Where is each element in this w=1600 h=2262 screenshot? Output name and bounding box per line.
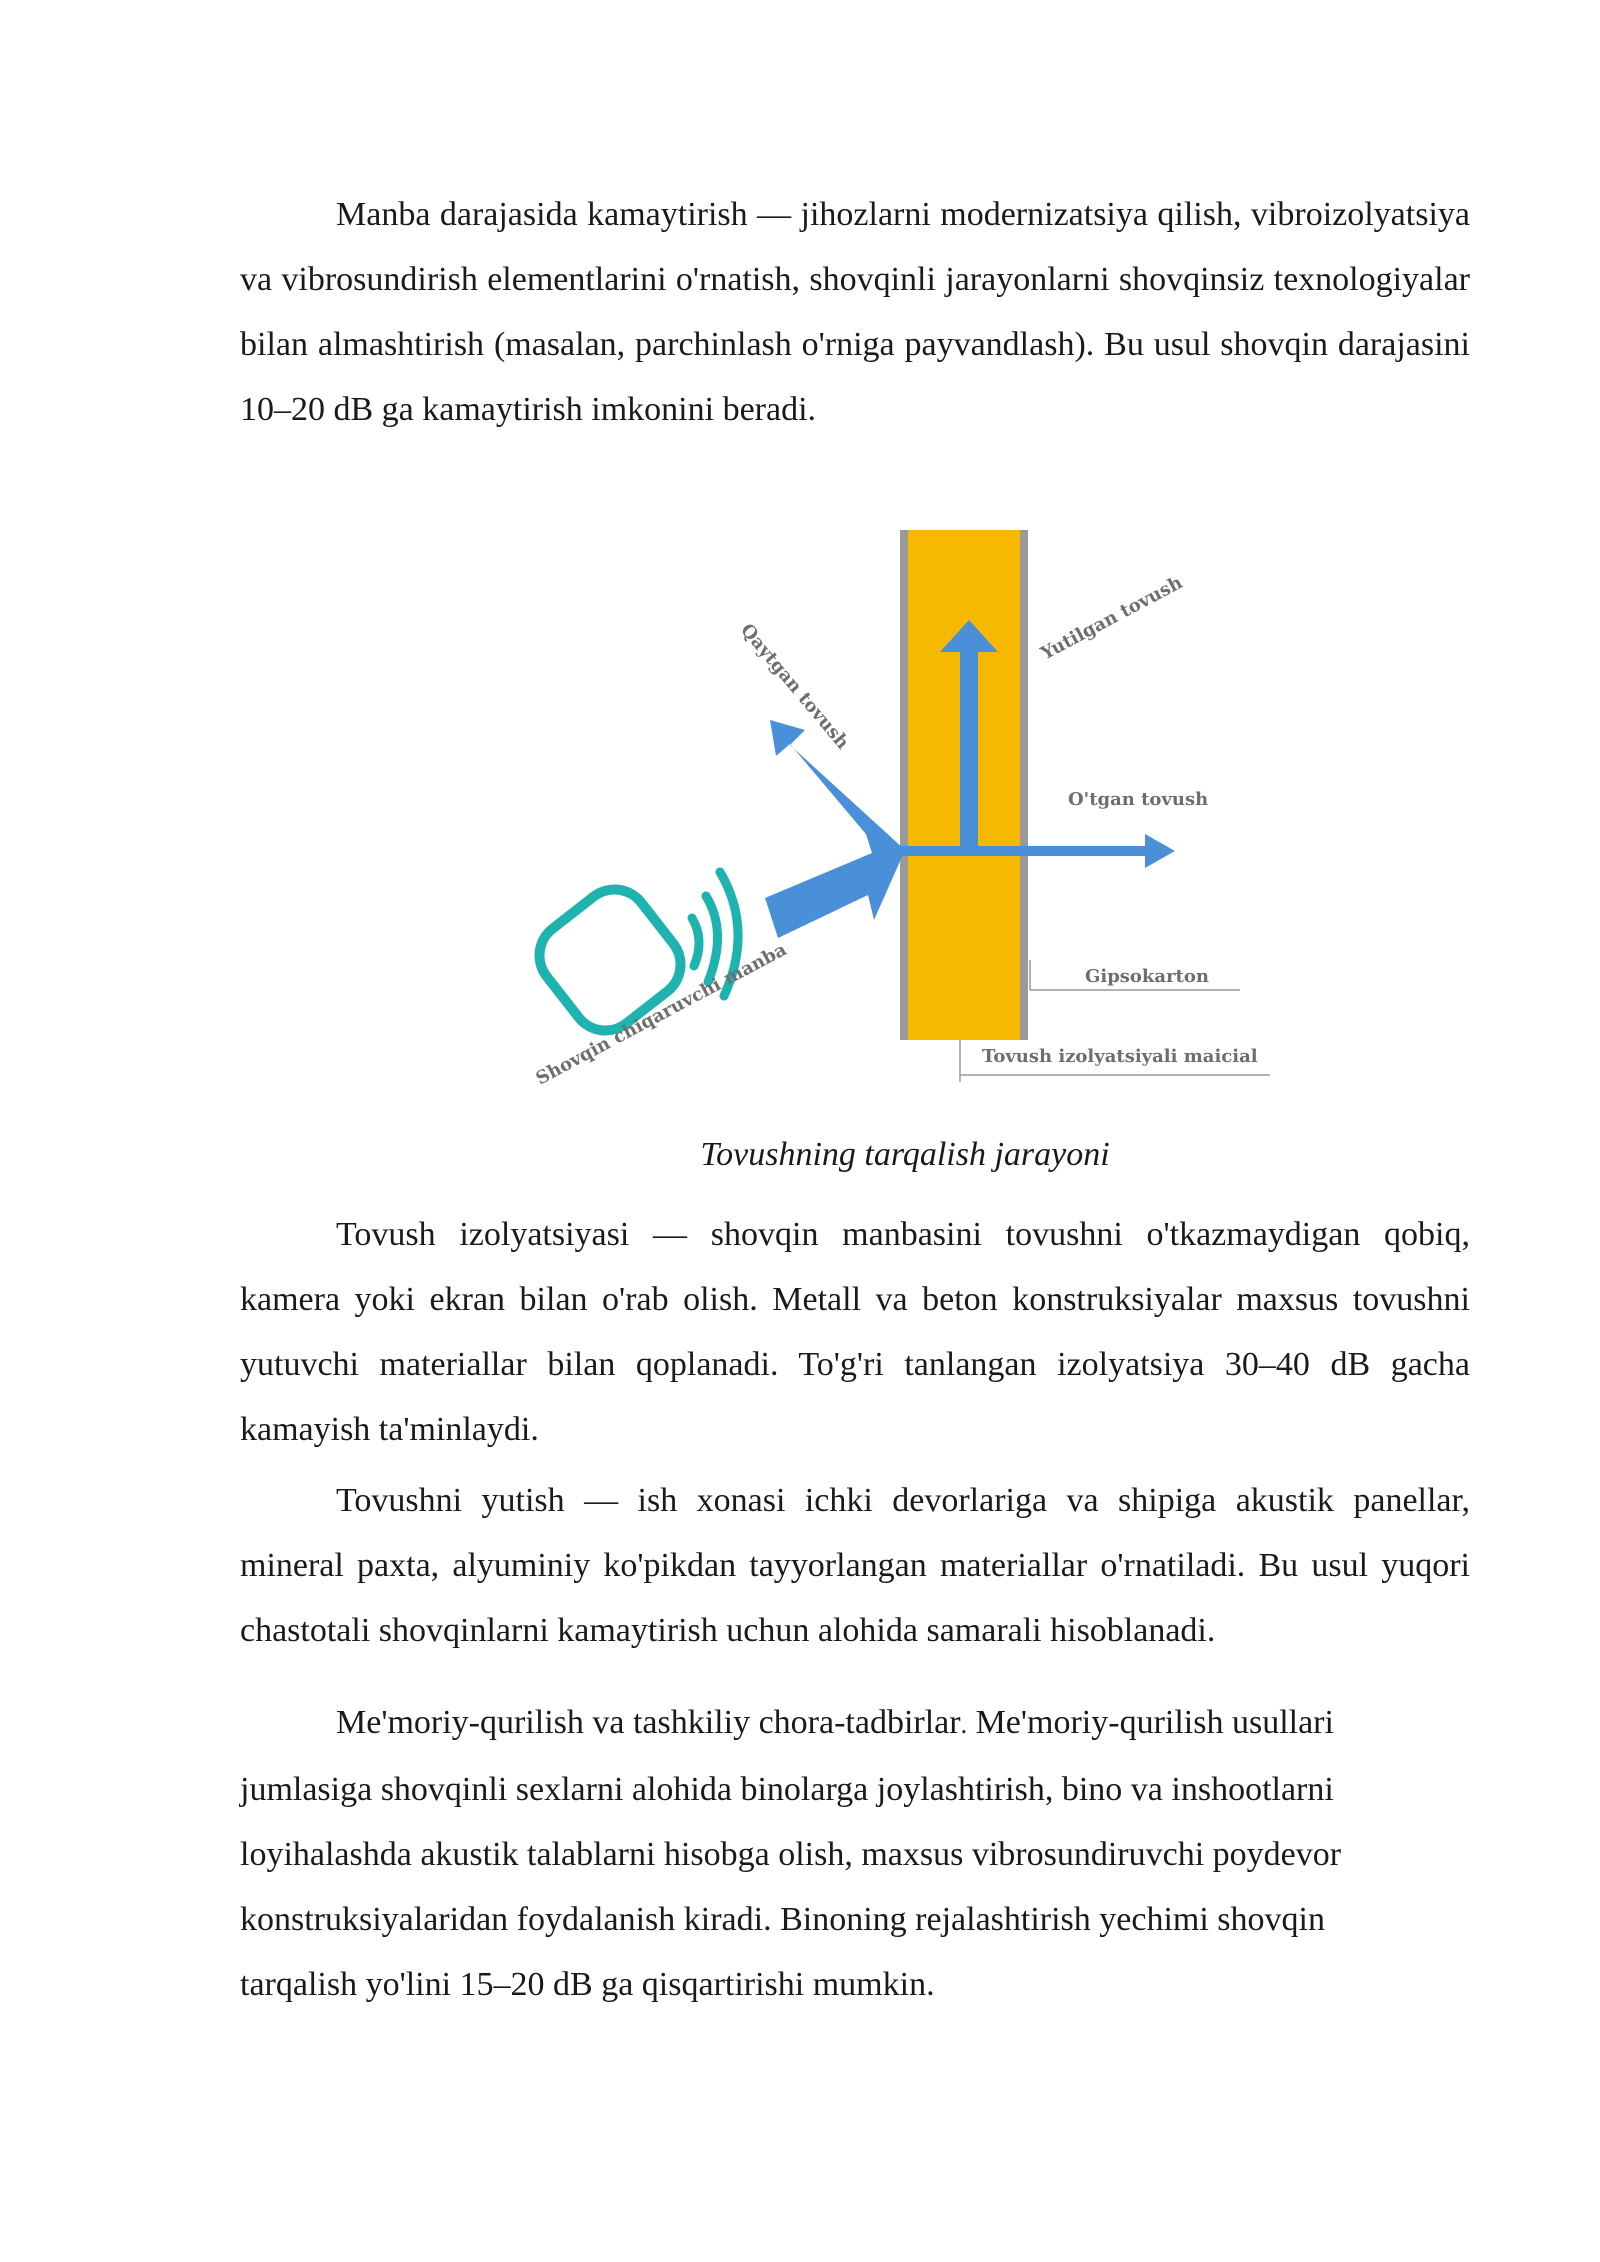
drywall-left: [900, 530, 908, 1040]
label-absorbed: Yutilgan tovush: [1037, 572, 1187, 665]
paragraph-sound-absorption: Tovushni yutish — ish xonasi ichki devorlariga va shipiga akustik panellar, mineral paxta, alyuminiy ko'pikdan tayyorlangan materiallar o'rnatiladi. Bu usul yuqori chastotali shovqinlarni kamaytirish uchun alohida samarali hisoblanadi.: [240, 1482, 1470, 1649]
paragraph-heading: Me'moriy-qurilish va tashkiliy chora-tadbirlar: [336, 1704, 961, 1741]
drywall-right: [1020, 530, 1028, 1040]
sound-propagation-figure: [520, 520, 1300, 1100]
label-reflected: Qaytgan tovush: [736, 619, 854, 754]
figure-caption: Tovushning tarqalish jarayoni: [700, 1136, 1110, 1173]
label-drywall: Gipsokarton: [1085, 966, 1209, 987]
label-insulation: Tovush izolyatsiyali maicial: [982, 1046, 1258, 1067]
paragraph-body: Me'moriy-qurilish usullari jumlasiga shovqinli sexlarni alohida binolarga joylashtirish, bino va inshootlarni loyihalashda akustik talablarni hisobga olish, maxsus vibrosundiruvchi poydevor konstruksiyalaridan foydalanish kiradi. Binoning rejalashtirish yechimi shovqin tarqalish yo'lini 15–20 dB ga qisqartirishi mumkin.: [240, 1704, 1342, 2003]
paragraph-architectural-measures: [240, 1690, 1450, 2017]
heading-period: .: [960, 1710, 968, 1739]
paragraph-sound-insulation: Tovush izolyatsiyasi — shovqin manbasini tovushni o'tkazmaydigan qobiq, kamera yoki ekran bilan o'rab olish. Metall va beton konstruksiyalar maxsus tovushni yutuvchi materiallar bilan qoplanadi. To'g'ri tanlangan izolyatsiya 30–40 dB gacha kamayish ta'minlaydi.: [240, 1216, 1470, 1448]
transmitted-arrow-head: [1145, 834, 1175, 868]
transmitted-arrow-line: [900, 846, 1150, 856]
label-source: Shovqin chiqaruvchi manba: [532, 939, 791, 1090]
label-transmitted: O'tgan tovush: [1068, 789, 1209, 810]
paragraph-source-reduction: Manba darajasida kamaytirish — jihozlarni modernizatsiya qilish, vibroizolyatsiya va vibrosundirish elementlarini o'rnatish, shovqinli jarayonlarni shovqinsiz texnologiyalar bilan almashtirish (masalan, parchinlash o'rniga payvandlash). Bu usul shovqin darajasini 10–20 dB ga kamaytirish imkonini beradi.: [240, 196, 1470, 428]
